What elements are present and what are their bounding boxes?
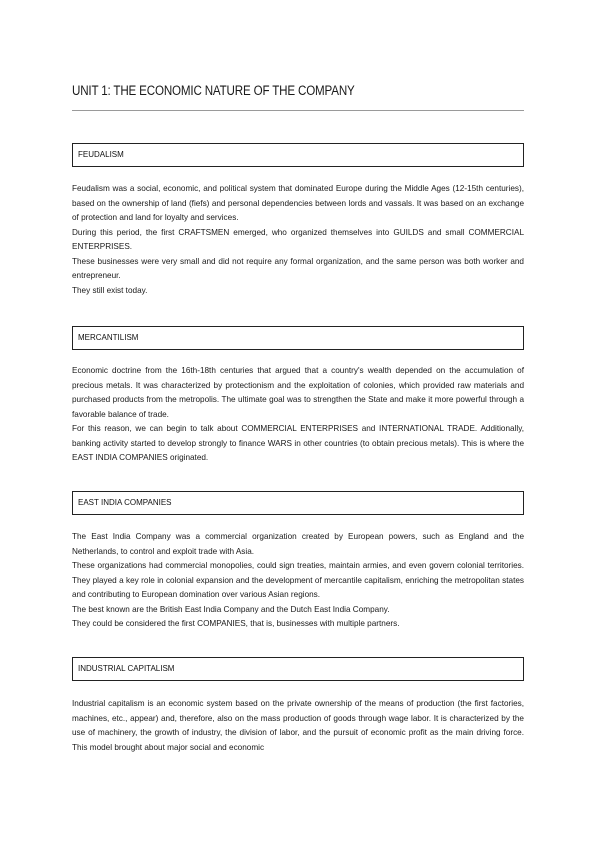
- paragraph: The East India Company was a commercial organization created by European powers, such as England and the Netherlands, to control and exploit trade with Asia.: [72, 532, 524, 556]
- section-heading-box-mercantilism: [72, 326, 524, 350]
- paragraph: The best known are the British East India Company and the Dutch East India Company.: [72, 604, 390, 614]
- paragraph: These businesses were very small and did not require any formal organization, and the same person was both worker and entrepreneur.: [72, 256, 524, 280]
- paragraph: Industrial capitalism is an economic system based on the private ownership of the means of production (the first factories, machines, etc., appear) and, therefore, also on the mass production of goods through wage labor. It is characterized by the use of machinery, the growth of industry, the division of labor, and the pursuit of economic profit as the main driving force. This model brought about major social and economic: [72, 699, 524, 752]
- title-divider: [72, 110, 524, 111]
- page-title: UNIT 1: THE ECONOMIC NATURE OF THE COMPANY: [72, 83, 355, 98]
- section-heading-east-india-companies: EAST INDIA COMPANIES: [78, 498, 172, 507]
- paragraph: Economic doctrine from the 16th-18th centuries that argued that a country's wealth depended on the accumulation of precious metals. It was characterized by protectionism and the exploitation of colonies, which provided raw materials and purchased products from the metropolis. The ultimate goal was to strengthen the State and make it more powerful through a favorable balance of trade.: [72, 366, 524, 419]
- paragraph: During this period, the first CRAFTSMEN emerged, who organized themselves into GUILDS and small COMMERCIAL ENTERPRISES.: [72, 227, 524, 251]
- paragraph: They still exist today.: [72, 285, 148, 295]
- section-heading-mercantilism: MERCANTILISM: [78, 333, 139, 342]
- section-heading-box-east-india-companies: [72, 491, 524, 515]
- paragraph: These organizations had commercial monopolies, could sign treaties, maintain armies, and even govern colonial territories. They played a key role in colonial expansion and the development of mercantile capitalism, enriching the metropolitan states and contributing to European domination over various Asian regions.: [72, 561, 524, 599]
- section-heading-box-feudalism: [72, 143, 524, 167]
- section-body-mercantilism: [72, 364, 524, 466]
- section-heading-industrial-capitalism: INDUSTRIAL CAPITALISM: [78, 664, 175, 673]
- section-heading-feudalism: FEUDALISM: [78, 150, 124, 159]
- section-body-feudalism: [72, 182, 524, 298]
- section-body-east-india-companies: [72, 530, 524, 632]
- paragraph: Feudalism was a social, economic, and political system that dominated Europe during the Middle Ages (12-15th centuries), based on the ownership of land (fiefs) and personal dependencies between lords and vassals. It was based on an exchange of protection and land for loyalty and services.: [72, 184, 524, 222]
- paragraph: They could be considered the first COMPANIES, that is, businesses with multiple partners.: [72, 619, 400, 628]
- section-heading-box-industrial-capitalism: [72, 657, 524, 681]
- section-body-industrial-capitalism: [72, 697, 524, 755]
- paragraph: For this reason, we can begin to talk about COMMERCIAL ENTERPRISES and INTERNATIONAL TRADE. Additionally, banking activity started to develop strongly to finance WARS in other countries (to obtain precious metals). This is where the EAST INDIA COMPANIES originated.: [72, 424, 524, 462]
